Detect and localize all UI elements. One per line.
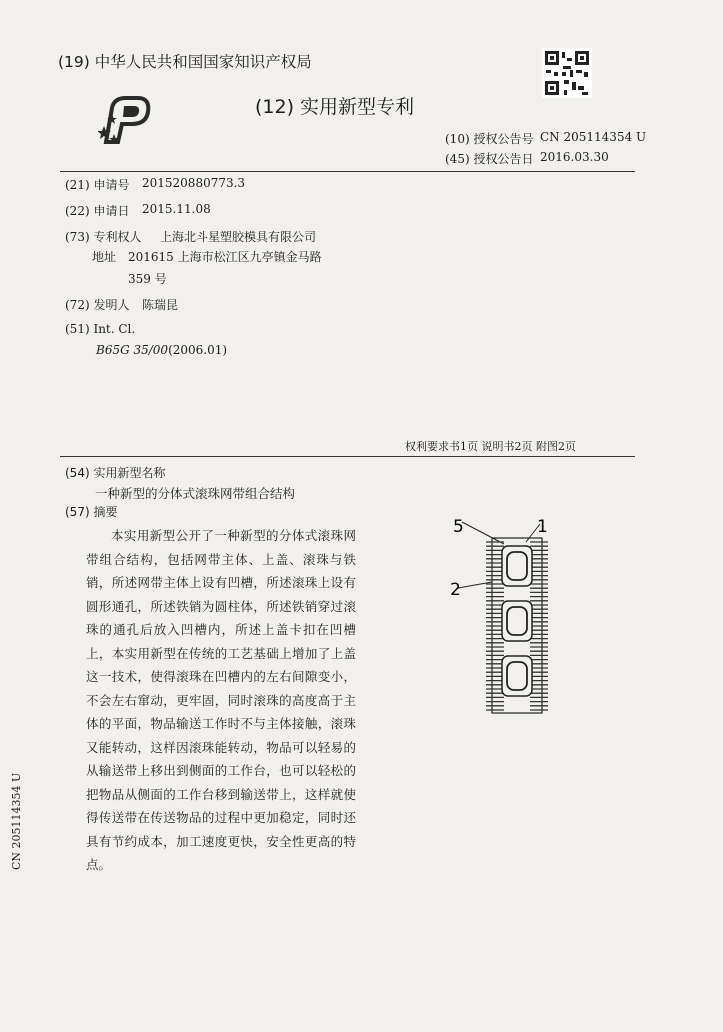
publication-date-label: (45) 授权公告日 (445, 152, 534, 166)
belt-body (486, 538, 548, 713)
patentee: 上海北斗星塑胶模具有限公司 (160, 230, 317, 244)
document-type: (12) 实用新型专利 (255, 96, 415, 118)
application-number: 201520880773.3 (142, 176, 246, 190)
inventor-label: (72) 发明人 (65, 298, 130, 312)
abstract-label: (57) 摘要 (65, 505, 118, 519)
figure-label-5: 5 (453, 517, 464, 537)
application-number-label: (21) 申请号 (65, 178, 130, 192)
header-divider (60, 171, 635, 172)
address-line-2: 359 号 (128, 272, 167, 286)
authority-name: (19) 中华人民共和国国家知识产权局 (58, 53, 312, 71)
patentee-label: (73) 专利权人 (65, 230, 142, 244)
utility-model-title: 一种新型的分体式滚珠网带组合结构 (95, 486, 296, 501)
utility-model-title-label: (54) 实用新型名称 (65, 466, 166, 480)
address-label: 地址 (92, 250, 117, 264)
filing-date-label: (22) 申请日 (65, 204, 130, 218)
int-cl-label: (51) Int. Cl. (65, 322, 136, 336)
int-cl-class: B65G 35/00 (96, 343, 169, 357)
int-cl-version: (2006.01) (168, 343, 228, 357)
filing-date: 2015.11.08 (142, 202, 211, 216)
biblio-divider (60, 456, 635, 457)
abstract-text: 本实用新型公开了一种新型的分体式滚珠网带组合结构，包括网带主体、上盖、滚珠与铁销，所述网带主体上设有凹槽，所述滚珠上设有圆形通孔，所述铁销为圆柱体，所述铁销穿过滚珠的通孔后放入凹槽内，所述上盖卡扣在凹槽上，本实用新型在传统的工艺基础上增加了上盖这一技术，使得滚珠在凹槽内的左右间隙变小，不会左右窜动，更牢固，同时滚珠的高度高于主体的平面，物品输送工作时不与主体接触，滚珠又能转动，这样因滚珠能转动，物品可以轻易的从输送带上移出到侧面的工作台，也可以轻松的把物品从侧面的工作台移到输送带上，这样就使得传送带在传送物品的过程中更加稳定，同时还具有节约成本，加工速度更快，安全性更高的特点。 (86, 528, 356, 872)
inventor: 陈瑞昆 (142, 298, 179, 312)
figure-label-2: 2 (450, 580, 461, 600)
publication-date: 2016.03.30 (540, 150, 609, 164)
side-publication-number: CN 205114354 U (10, 772, 23, 870)
page-counts: 权利要求书1页 说明书2页 附图2页 (405, 440, 576, 453)
belt-figure (440, 508, 585, 718)
figure-label-1: 1 (537, 517, 548, 537)
qr-code (542, 48, 592, 98)
abstract-body (86, 524, 356, 877)
int-cl-code (96, 343, 227, 357)
publication-number-label: (10) 授权公告号 (445, 132, 534, 146)
address-line-1: 201615 上海市松江区九亭镇金马路 (128, 250, 322, 264)
publication-number: CN 205114354 U (540, 130, 647, 144)
cnipa-emblem-icon (98, 90, 160, 148)
